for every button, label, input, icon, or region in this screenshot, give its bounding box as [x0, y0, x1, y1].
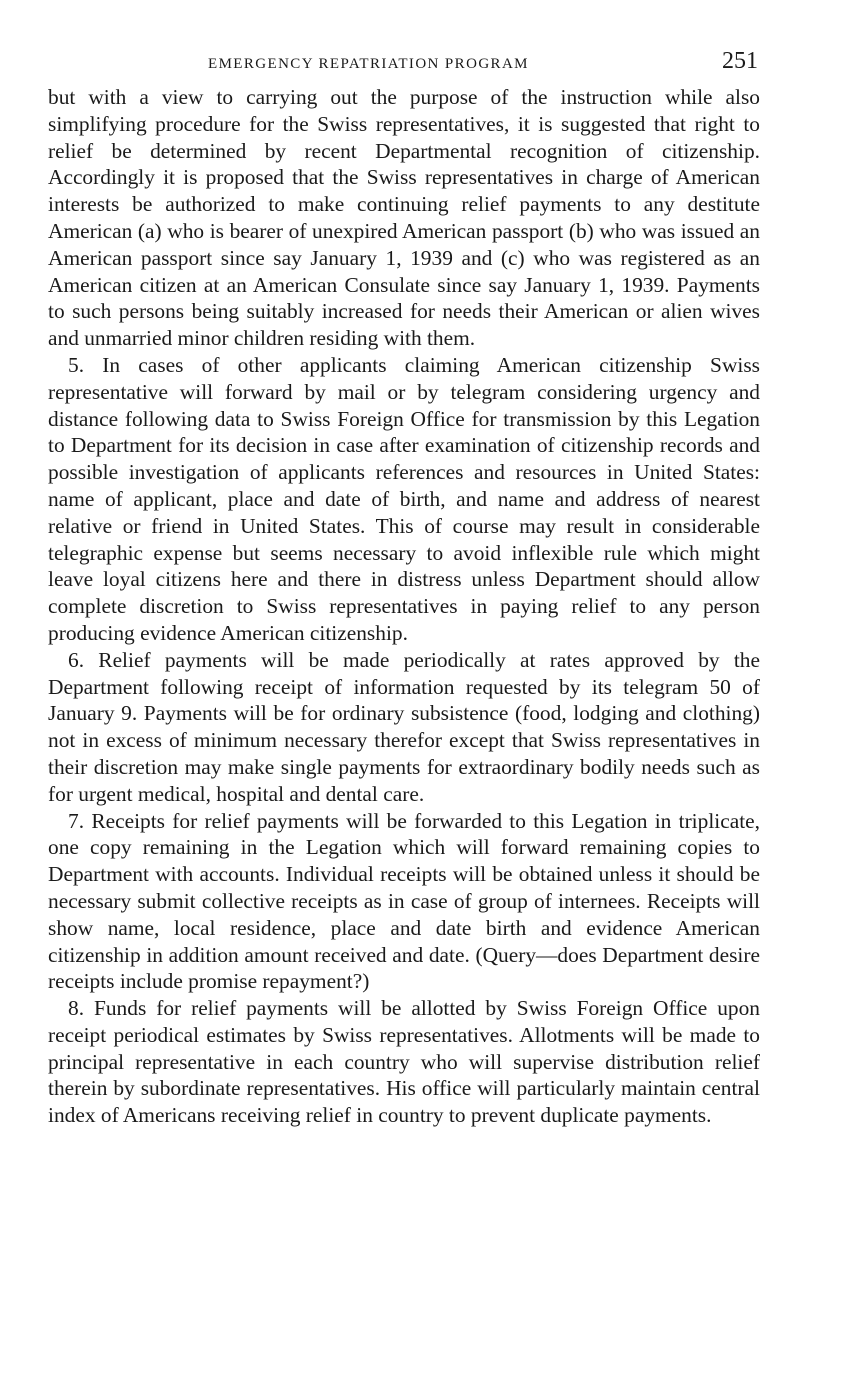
document-page — [48, 44, 760, 1129]
running-title: EMERGENCY REPATRIATION PROGRAM — [208, 56, 529, 72]
body-text — [48, 84, 760, 1129]
paragraph-5: 5. In cases of other applicants claiming American citizenship Swiss representative will forward by mail or by telegram considering urgency and distance following data to Swiss Foreign Office for transmission by this Legation to Department for its decision in case after examination of citizenship records and possible investigation of applicants references and resources in United States: name of applicant, place and date of birth, and name and address of nearest relative or friend in United States. This of course may result in considerable telegraphic expense but seems necessary to avoid inflexible rule which might leave loyal citizens here and there in distress unless Department should allow complete discretion to Swiss representatives in paying relief to any person producing evidence American citizenship. — [48, 352, 760, 645]
paragraph-7: 7. Receipts for relief payments will be forwarded to this Legation in triplicate, one copy remaining in the Legation which will forward remaining copies to Department with accounts. Individual receipts will be obtained unless it should be necessary submit collective receipts as in case of group of internees. Receipts will show name, local residence, place and date birth and evidence American citizenship in addition amount received and date. (Query—does Department desire receipts include promise repayment?) — [48, 808, 760, 994]
paragraph-continuation: but with a view to carrying out the purpose of the instruction while also simplifying procedure for the Swiss representatives, it is suggested that right to relief be determined by recent Departmental recognition of citizenship. Accordingly it is proposed that the Swiss representatives in charge of American interests be authorized to make continuing relief payments to any destitute American (a) who is bearer of unexpired American passport (b) who was issued an American passport since say January 1, 1939 and (c) who was registered as an American citizen at an American Consulate since say January 1, 1939. Payments to such persons being suitably increased for needs their American or alien wives and unmarried minor children residing with them. — [48, 85, 760, 351]
paragraph-6: 6. Relief payments will be made periodically at rates approved by the Department following receipt of information requested by its telegram 50 of January 9. Payments will be for ordinary subsistence (food, lodging and clothing) not in excess of minimum necessary therefor except that Swiss representatives in their discretion may make single payments for extraordinary bodily needs such as for urgent medical, hospital and dental care. — [48, 647, 760, 806]
paragraph-8: 8. Funds for relief payments will be allotted by Swiss Foreign Office upon receipt periodical estimates by Swiss representatives. Allotments will be made to principal representative in each country who will supervise distribution relief therein by subordinate representatives. His office will particularly maintain central index of Americans receiving relief in country to prevent duplicate payments. — [48, 996, 760, 1128]
running-header — [48, 44, 760, 84]
page-number: 251 — [722, 48, 758, 74]
